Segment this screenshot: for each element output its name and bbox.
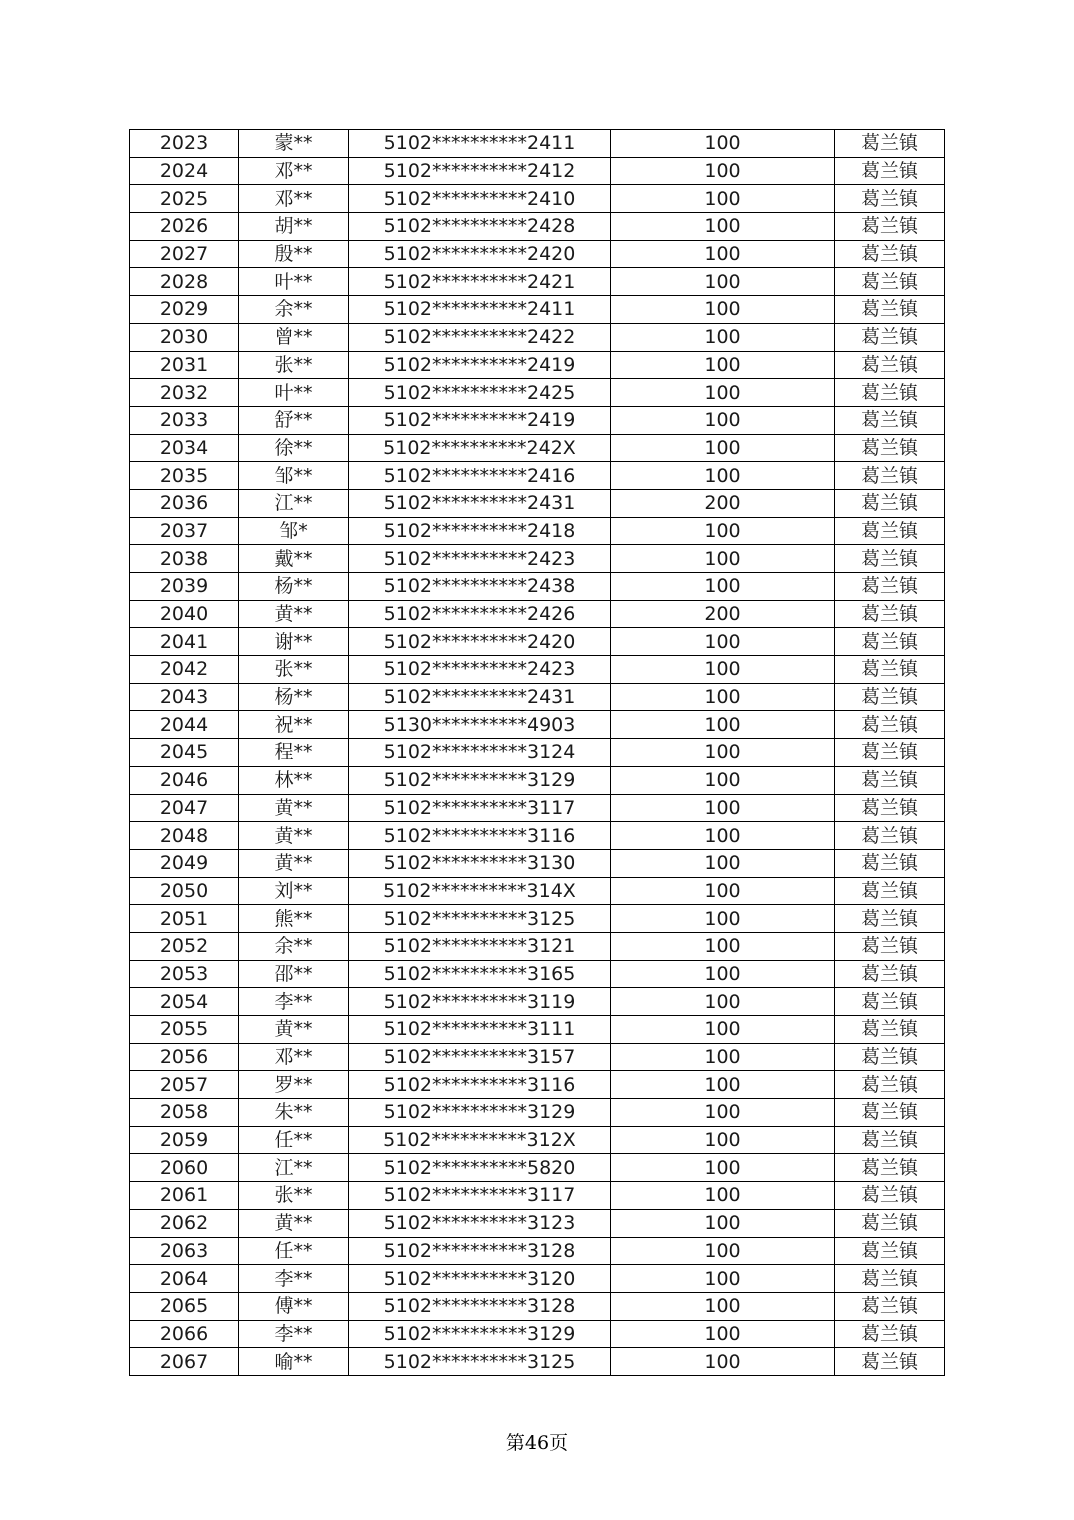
amount-cell: 200 <box>611 600 835 628</box>
amount-cell: 100 <box>611 157 835 185</box>
row-number-cell: 2039 <box>130 573 239 601</box>
amount-cell: 100 <box>611 240 835 268</box>
name-cell: 邹* <box>239 517 349 545</box>
name-cell: 胡** <box>239 213 349 241</box>
row-number-cell: 2025 <box>130 185 239 213</box>
table-row <box>130 1320 945 1348</box>
amount-cell: 100 <box>611 960 835 988</box>
table-row <box>130 766 945 794</box>
amount-cell: 100 <box>611 1099 835 1127</box>
name-cell: 舒** <box>239 406 349 434</box>
name-cell: 张** <box>239 1182 349 1210</box>
table-row <box>130 268 945 296</box>
town-cell: 葛兰镇 <box>835 573 945 601</box>
town-cell: 葛兰镇 <box>835 351 945 379</box>
amount-cell: 100 <box>611 656 835 684</box>
amount-cell: 100 <box>611 323 835 351</box>
town-cell: 葛兰镇 <box>835 489 945 517</box>
town-cell: 葛兰镇 <box>835 1182 945 1210</box>
amount-cell: 100 <box>611 462 835 490</box>
id-number-cell: 5102**********2426 <box>349 600 611 628</box>
town-cell: 葛兰镇 <box>835 1043 945 1071</box>
amount-cell: 100 <box>611 406 835 434</box>
town-cell: 葛兰镇 <box>835 822 945 850</box>
amount-cell: 100 <box>611 1071 835 1099</box>
id-number-cell: 5102**********3129 <box>349 1320 611 1348</box>
row-number-cell: 2037 <box>130 517 239 545</box>
town-cell: 葛兰镇 <box>835 905 945 933</box>
table-row <box>130 1126 945 1154</box>
name-cell: 祝** <box>239 711 349 739</box>
id-number-cell: 5102**********3124 <box>349 739 611 767</box>
row-number-cell: 2046 <box>130 766 239 794</box>
row-number-cell: 2042 <box>130 656 239 684</box>
amount-cell: 200 <box>611 489 835 517</box>
table-row <box>130 1209 945 1237</box>
id-number-cell: 5102**********3128 <box>349 1292 611 1320</box>
amount-cell: 100 <box>611 434 835 462</box>
amount-cell: 100 <box>611 849 835 877</box>
amount-cell: 100 <box>611 1182 835 1210</box>
amount-cell: 100 <box>611 1209 835 1237</box>
id-number-cell: 5102**********3121 <box>349 932 611 960</box>
amount-cell: 100 <box>611 794 835 822</box>
row-number-cell: 2049 <box>130 849 239 877</box>
table-row <box>130 1043 945 1071</box>
amount-cell: 100 <box>611 1348 835 1376</box>
row-number-cell: 2062 <box>130 1209 239 1237</box>
id-number-cell: 5102**********3120 <box>349 1265 611 1293</box>
amount-cell: 100 <box>611 268 835 296</box>
town-cell: 葛兰镇 <box>835 240 945 268</box>
name-cell: 黄** <box>239 1016 349 1044</box>
table-row <box>130 296 945 324</box>
row-number-cell: 2028 <box>130 268 239 296</box>
amount-cell: 100 <box>611 573 835 601</box>
row-number-cell: 2044 <box>130 711 239 739</box>
name-cell: 李** <box>239 1320 349 1348</box>
name-cell: 江** <box>239 1154 349 1182</box>
row-number-cell: 2066 <box>130 1320 239 1348</box>
town-cell: 葛兰镇 <box>835 932 945 960</box>
name-cell: 张** <box>239 656 349 684</box>
roster-table-body <box>130 130 945 1376</box>
id-number-cell: 5102**********3125 <box>349 1348 611 1376</box>
row-number-cell: 2036 <box>130 489 239 517</box>
town-cell: 葛兰镇 <box>835 1237 945 1265</box>
id-number-cell: 5102**********3129 <box>349 1099 611 1127</box>
town-cell: 葛兰镇 <box>835 1292 945 1320</box>
id-number-cell: 5102**********2438 <box>349 573 611 601</box>
name-cell: 李** <box>239 1265 349 1293</box>
row-number-cell: 2064 <box>130 1265 239 1293</box>
table-row <box>130 1016 945 1044</box>
name-cell: 邓** <box>239 1043 349 1071</box>
row-number-cell: 2035 <box>130 462 239 490</box>
row-number-cell: 2048 <box>130 822 239 850</box>
town-cell: 葛兰镇 <box>835 960 945 988</box>
town-cell: 葛兰镇 <box>835 988 945 1016</box>
row-number-cell: 2056 <box>130 1043 239 1071</box>
town-cell: 葛兰镇 <box>835 406 945 434</box>
name-cell: 邓** <box>239 157 349 185</box>
name-cell: 朱** <box>239 1099 349 1127</box>
town-cell: 葛兰镇 <box>835 379 945 407</box>
table-row <box>130 1182 945 1210</box>
id-number-cell: 5102**********3119 <box>349 988 611 1016</box>
id-number-cell: 5102**********3117 <box>349 1182 611 1210</box>
amount-cell: 100 <box>611 1237 835 1265</box>
id-number-cell: 5102**********3129 <box>349 766 611 794</box>
id-number-cell: 5102**********3116 <box>349 822 611 850</box>
amount-cell: 100 <box>611 932 835 960</box>
amount-cell: 100 <box>611 185 835 213</box>
town-cell: 葛兰镇 <box>835 877 945 905</box>
row-number-cell: 2055 <box>130 1016 239 1044</box>
row-number-cell: 2057 <box>130 1071 239 1099</box>
town-cell: 葛兰镇 <box>835 849 945 877</box>
town-cell: 葛兰镇 <box>835 130 945 158</box>
table-row <box>130 213 945 241</box>
town-cell: 葛兰镇 <box>835 545 945 573</box>
row-number-cell: 2050 <box>130 877 239 905</box>
id-number-cell: 5102**********2423 <box>349 545 611 573</box>
name-cell: 蒙** <box>239 130 349 158</box>
table-row <box>130 849 945 877</box>
id-number-cell: 5102**********2418 <box>349 517 611 545</box>
amount-cell: 100 <box>611 1154 835 1182</box>
amount-cell: 100 <box>611 130 835 158</box>
name-cell: 黄** <box>239 600 349 628</box>
name-cell: 曾** <box>239 323 349 351</box>
row-number-cell: 2067 <box>130 1348 239 1376</box>
row-number-cell: 2043 <box>130 683 239 711</box>
name-cell: 任** <box>239 1237 349 1265</box>
name-cell: 任** <box>239 1126 349 1154</box>
table-row <box>130 739 945 767</box>
table-row <box>130 1265 945 1293</box>
table-row <box>130 822 945 850</box>
id-number-cell: 5102**********2416 <box>349 462 611 490</box>
amount-cell: 100 <box>611 1043 835 1071</box>
table-row <box>130 157 945 185</box>
row-number-cell: 2027 <box>130 240 239 268</box>
amount-cell: 100 <box>611 877 835 905</box>
name-cell: 黄** <box>239 849 349 877</box>
name-cell: 戴** <box>239 545 349 573</box>
name-cell: 江** <box>239 489 349 517</box>
row-number-cell: 2058 <box>130 1099 239 1127</box>
name-cell: 殷** <box>239 240 349 268</box>
table-row <box>130 517 945 545</box>
id-number-cell: 5102**********2431 <box>349 489 611 517</box>
table-row <box>130 1099 945 1127</box>
row-number-cell: 2030 <box>130 323 239 351</box>
amount-cell: 100 <box>611 766 835 794</box>
name-cell: 邓** <box>239 185 349 213</box>
table-row <box>130 988 945 1016</box>
amount-cell: 100 <box>611 905 835 933</box>
row-number-cell: 2033 <box>130 406 239 434</box>
table-row <box>130 185 945 213</box>
amount-cell: 100 <box>611 683 835 711</box>
table-row <box>130 932 945 960</box>
amount-cell: 100 <box>611 1292 835 1320</box>
town-cell: 葛兰镇 <box>835 517 945 545</box>
name-cell: 叶** <box>239 268 349 296</box>
table-row <box>130 628 945 656</box>
row-number-cell: 2052 <box>130 932 239 960</box>
id-number-cell: 5130**********4903 <box>349 711 611 739</box>
town-cell: 葛兰镇 <box>835 1099 945 1127</box>
amount-cell: 100 <box>611 296 835 324</box>
table-row <box>130 489 945 517</box>
name-cell: 李** <box>239 988 349 1016</box>
table-row <box>130 1071 945 1099</box>
id-number-cell: 5102**********2411 <box>349 296 611 324</box>
table-row <box>130 406 945 434</box>
table-row <box>130 323 945 351</box>
table-row <box>130 1292 945 1320</box>
amount-cell: 100 <box>611 711 835 739</box>
table-row <box>130 711 945 739</box>
id-number-cell: 5102**********312X <box>349 1126 611 1154</box>
table-row <box>130 379 945 407</box>
roster-table <box>129 129 945 1376</box>
page-number: 第46页 <box>505 1432 569 1454</box>
id-number-cell: 5102**********2423 <box>349 656 611 684</box>
row-number-cell: 2053 <box>130 960 239 988</box>
town-cell: 葛兰镇 <box>835 711 945 739</box>
row-number-cell: 2059 <box>130 1126 239 1154</box>
row-number-cell: 2031 <box>130 351 239 379</box>
row-number-cell: 2054 <box>130 988 239 1016</box>
row-number-cell: 2060 <box>130 1154 239 1182</box>
name-cell: 熊** <box>239 905 349 933</box>
row-number-cell: 2047 <box>130 794 239 822</box>
id-number-cell: 5102**********2412 <box>349 157 611 185</box>
town-cell: 葛兰镇 <box>835 1265 945 1293</box>
town-cell: 葛兰镇 <box>835 213 945 241</box>
table-row <box>130 240 945 268</box>
amount-cell: 100 <box>611 1320 835 1348</box>
town-cell: 葛兰镇 <box>835 323 945 351</box>
id-number-cell: 5102**********3116 <box>349 1071 611 1099</box>
id-number-cell: 5102**********3117 <box>349 794 611 822</box>
amount-cell: 100 <box>611 988 835 1016</box>
id-number-cell: 5102**********2421 <box>349 268 611 296</box>
amount-cell: 100 <box>611 1265 835 1293</box>
name-cell: 余** <box>239 932 349 960</box>
row-number-cell: 2041 <box>130 628 239 656</box>
town-cell: 葛兰镇 <box>835 1126 945 1154</box>
row-number-cell: 2029 <box>130 296 239 324</box>
id-number-cell: 5102**********2420 <box>349 628 611 656</box>
town-cell: 葛兰镇 <box>835 1154 945 1182</box>
table-row <box>130 130 945 158</box>
row-number-cell: 2051 <box>130 905 239 933</box>
row-number-cell: 2065 <box>130 1292 239 1320</box>
id-number-cell: 5102**********2419 <box>349 406 611 434</box>
town-cell: 葛兰镇 <box>835 185 945 213</box>
town-cell: 葛兰镇 <box>835 434 945 462</box>
amount-cell: 100 <box>611 628 835 656</box>
town-cell: 葛兰镇 <box>835 739 945 767</box>
row-number-cell: 2040 <box>130 600 239 628</box>
id-number-cell: 5102**********3125 <box>349 905 611 933</box>
table-row <box>130 545 945 573</box>
id-number-cell: 5102**********3165 <box>349 960 611 988</box>
table-row <box>130 794 945 822</box>
name-cell: 林** <box>239 766 349 794</box>
name-cell: 叶** <box>239 379 349 407</box>
name-cell: 黄** <box>239 1209 349 1237</box>
row-number-cell: 2026 <box>130 213 239 241</box>
id-number-cell: 5102**********2428 <box>349 213 611 241</box>
amount-cell: 100 <box>611 351 835 379</box>
id-number-cell: 5102**********2431 <box>349 683 611 711</box>
id-number-cell: 5102**********3128 <box>349 1237 611 1265</box>
id-number-cell: 5102**********2410 <box>349 185 611 213</box>
name-cell: 喻** <box>239 1348 349 1376</box>
table-row <box>130 351 945 379</box>
amount-cell: 100 <box>611 517 835 545</box>
name-cell: 黄** <box>239 794 349 822</box>
row-number-cell: 2032 <box>130 379 239 407</box>
name-cell: 邹** <box>239 462 349 490</box>
table-row <box>130 1348 945 1376</box>
id-number-cell: 5102**********3111 <box>349 1016 611 1044</box>
id-number-cell: 5102**********2422 <box>349 323 611 351</box>
name-cell: 余** <box>239 296 349 324</box>
name-cell: 刘** <box>239 877 349 905</box>
name-cell: 谢** <box>239 628 349 656</box>
table-row <box>130 960 945 988</box>
town-cell: 葛兰镇 <box>835 268 945 296</box>
id-number-cell: 5102**********3130 <box>349 849 611 877</box>
id-number-cell: 5102**********3123 <box>349 1209 611 1237</box>
table-row <box>130 462 945 490</box>
town-cell: 葛兰镇 <box>835 600 945 628</box>
town-cell: 葛兰镇 <box>835 1320 945 1348</box>
table-row <box>130 573 945 601</box>
table-row <box>130 683 945 711</box>
town-cell: 葛兰镇 <box>835 1209 945 1237</box>
id-number-cell: 5102**********314X <box>349 877 611 905</box>
row-number-cell: 2061 <box>130 1182 239 1210</box>
table-row <box>130 656 945 684</box>
name-cell: 邵** <box>239 960 349 988</box>
town-cell: 葛兰镇 <box>835 1016 945 1044</box>
amount-cell: 100 <box>611 545 835 573</box>
town-cell: 葛兰镇 <box>835 1071 945 1099</box>
name-cell: 杨** <box>239 683 349 711</box>
table-row <box>130 1154 945 1182</box>
table-row <box>130 877 945 905</box>
town-cell: 葛兰镇 <box>835 683 945 711</box>
amount-cell: 100 <box>611 1126 835 1154</box>
id-number-cell: 5102**********242X <box>349 434 611 462</box>
name-cell: 黄** <box>239 822 349 850</box>
name-cell: 杨** <box>239 573 349 601</box>
amount-cell: 100 <box>611 379 835 407</box>
row-number-cell: 2045 <box>130 739 239 767</box>
town-cell: 葛兰镇 <box>835 157 945 185</box>
row-number-cell: 2024 <box>130 157 239 185</box>
amount-cell: 100 <box>611 213 835 241</box>
name-cell: 程** <box>239 739 349 767</box>
name-cell: 傅** <box>239 1292 349 1320</box>
id-number-cell: 5102**********5820 <box>349 1154 611 1182</box>
table-row <box>130 600 945 628</box>
amount-cell: 100 <box>611 739 835 767</box>
name-cell: 罗** <box>239 1071 349 1099</box>
id-number-cell: 5102**********2411 <box>349 130 611 158</box>
town-cell: 葛兰镇 <box>835 656 945 684</box>
id-number-cell: 5102**********3157 <box>349 1043 611 1071</box>
row-number-cell: 2063 <box>130 1237 239 1265</box>
table-row <box>130 905 945 933</box>
name-cell: 徐** <box>239 434 349 462</box>
town-cell: 葛兰镇 <box>835 766 945 794</box>
row-number-cell: 2038 <box>130 545 239 573</box>
amount-cell: 100 <box>611 822 835 850</box>
row-number-cell: 2023 <box>130 130 239 158</box>
row-number-cell: 2034 <box>130 434 239 462</box>
town-cell: 葛兰镇 <box>835 794 945 822</box>
id-number-cell: 5102**********2420 <box>349 240 611 268</box>
town-cell: 葛兰镇 <box>835 628 945 656</box>
table-row <box>130 434 945 462</box>
town-cell: 葛兰镇 <box>835 296 945 324</box>
name-cell: 张** <box>239 351 349 379</box>
id-number-cell: 5102**********2419 <box>349 351 611 379</box>
id-number-cell: 5102**********2425 <box>349 379 611 407</box>
town-cell: 葛兰镇 <box>835 1348 945 1376</box>
town-cell: 葛兰镇 <box>835 462 945 490</box>
amount-cell: 100 <box>611 1016 835 1044</box>
table-row <box>130 1237 945 1265</box>
